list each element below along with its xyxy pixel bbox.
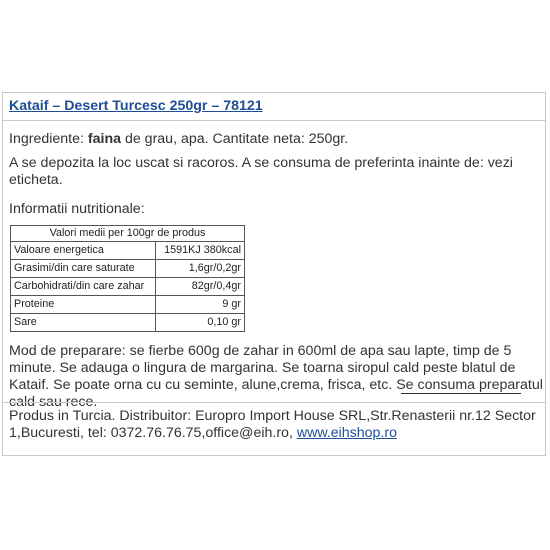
product-label [2, 92, 546, 456]
nutrition-row-carbs [11, 278, 245, 296]
storage-instructions: A se depozita la loc uscat si racoros. A se consuma de preferinta inainte de: vezi eticheta. [9, 155, 513, 188]
nutrition-row-protein [11, 296, 245, 314]
origin-divider [3, 402, 545, 403]
website-link[interactable]: www.eihshop.ro [296, 425, 397, 441]
nutrition-table-header-row [11, 226, 245, 242]
nutrient-value: 1,6gr/0,2gr [156, 260, 245, 278]
nutrient-value: 1591KJ 380kcal [156, 242, 245, 260]
product-title: Kataif – Desert Turcesc 250gr – 78121 [9, 98, 263, 114]
nutrition-table [10, 225, 245, 332]
underline-mark [401, 393, 521, 394]
nutrition-row-salt [11, 314, 245, 332]
nutrient-name: Proteine [11, 296, 156, 314]
nutrition-row-fat [11, 260, 245, 278]
ingredients-rest: de grau, apa. Cantitate neta: 250gr. [121, 131, 349, 147]
ingredients-prefix: Ingrediente: [9, 131, 88, 147]
nutrient-name: Carbohidrati/din care zahar [11, 278, 156, 296]
ingredients-text [9, 131, 348, 148]
nutrient-value: 82gr/0,4gr [156, 278, 245, 296]
nutrient-name: Valoare energetica [11, 242, 156, 260]
ingredients-bold-word: faina [87, 131, 122, 147]
origin-text: Produs in Turcia. Distribuitor: Europro Import House SRL,Str.Renasterii nr.12 Sector 1,Bucuresti, tel: 0372.76.76.75,office@eih.ro, [9, 408, 536, 441]
origin-distributor-text [9, 408, 543, 442]
nutrient-name: Sare [11, 314, 156, 332]
preparation-instructions: Mod de preparare: se fierbe 600g de zahar in 600ml de apa sau lapte, timp de 5 minute. Se adauga o lingura de margarina. Se toarna siropul cald peste blatul de Kataif. Se poate orna cu cu seminte, alune,crema, frisca, etc. Se consuma preparatul cald sau rece. [9, 343, 543, 410]
nutrient-name: Grasimi/din care saturate [11, 260, 156, 278]
title-divider [3, 120, 545, 121]
nutrition-table-header: Valori medii per 100gr de produs [11, 226, 245, 242]
nutrient-value: 9 gr [156, 296, 245, 314]
nutrition-row-energy [11, 242, 245, 260]
nutrient-value: 0,10 gr [156, 314, 245, 332]
nutrition-heading: Informatii nutritionale: [9, 201, 145, 217]
